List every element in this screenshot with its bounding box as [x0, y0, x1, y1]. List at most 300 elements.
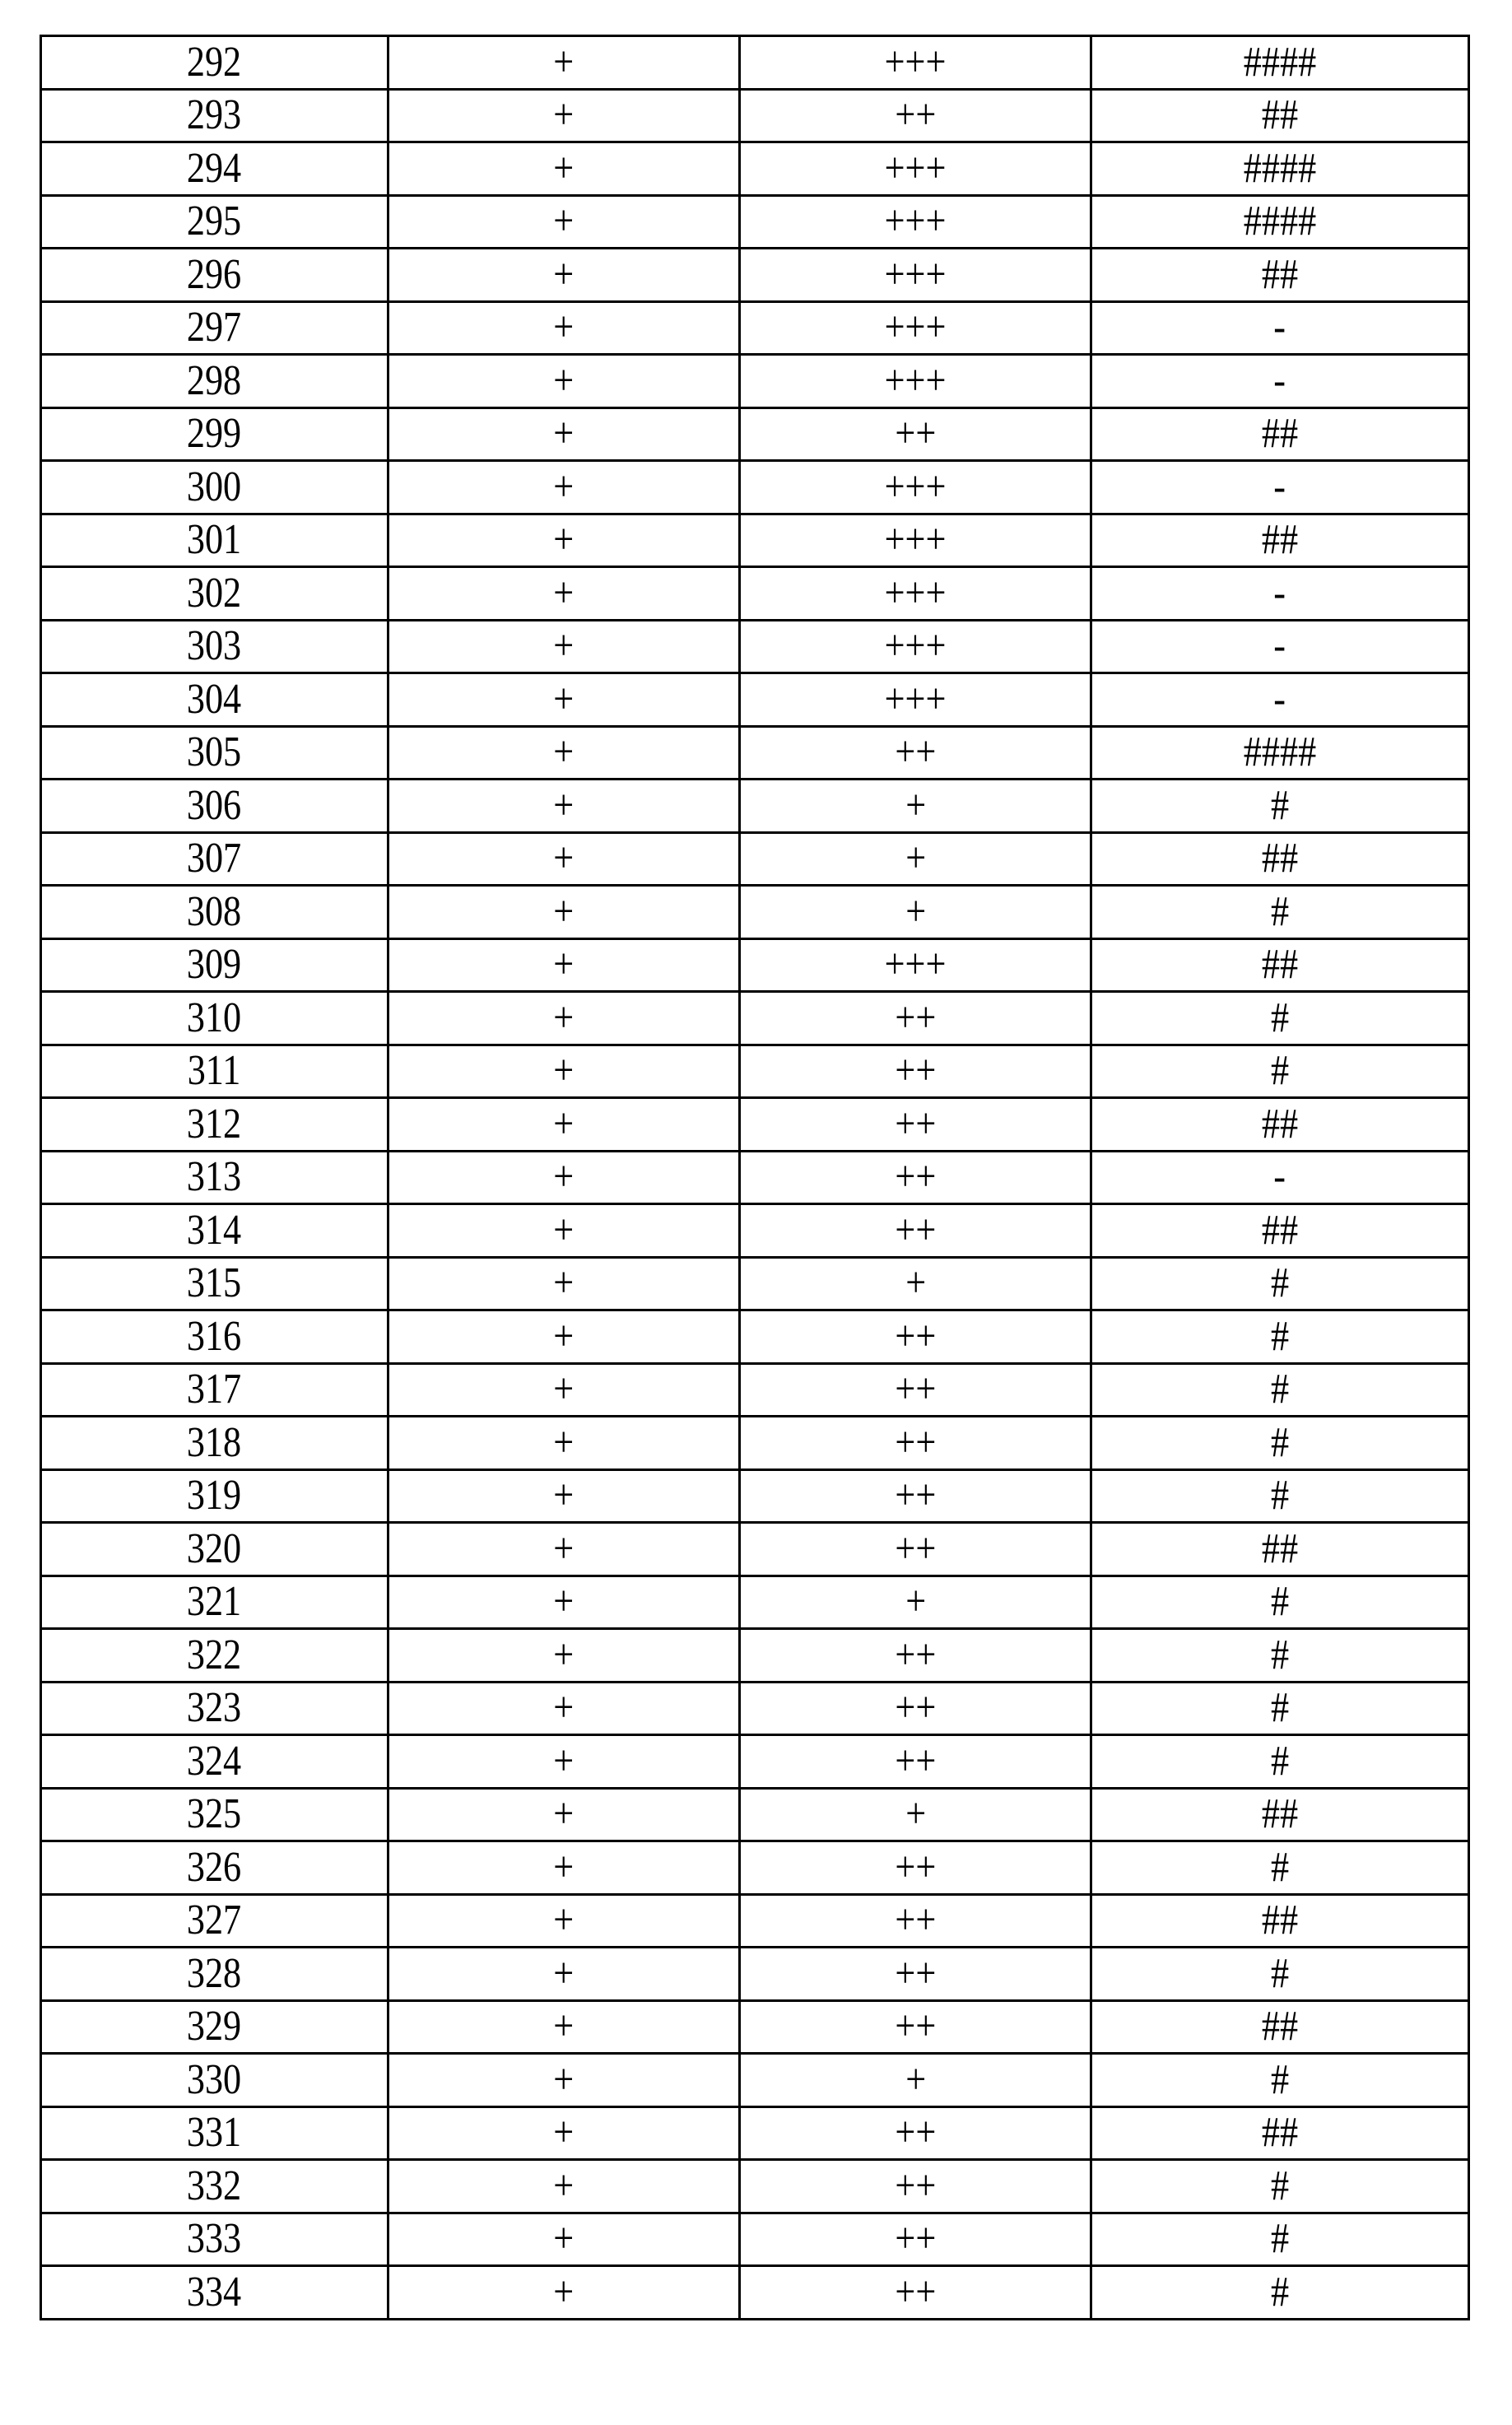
cell-text: 306	[187, 784, 241, 827]
cell-text: ####	[1244, 41, 1316, 84]
cell-text: ++	[895, 1156, 936, 1199]
cell-text: -	[1274, 572, 1286, 615]
column-2-cell	[388, 195, 740, 249]
cell-text: +	[554, 1262, 575, 1305]
table-row	[41, 886, 1469, 939]
table-row	[41, 1469, 1469, 1523]
column-4-cell	[1091, 567, 1469, 621]
column-3-cell	[740, 726, 1091, 780]
cell-text: 299	[187, 412, 241, 455]
cell-text: #	[1271, 784, 1289, 827]
table-row	[41, 2213, 1469, 2266]
compound-id-cell	[41, 1310, 388, 1364]
cell-text: +++	[885, 200, 947, 243]
cell-text: 317	[187, 1368, 241, 1411]
column-4-cell	[1091, 89, 1469, 142]
cell-text: +	[554, 2059, 575, 2102]
cell-text: +	[554, 625, 575, 668]
cell-text: +++	[885, 254, 947, 296]
cell-text: +++	[885, 678, 947, 721]
compound-id-cell	[41, 2266, 388, 2320]
column-2-cell	[388, 1576, 740, 1629]
column-4-cell	[1091, 142, 1469, 196]
cell-text: ##	[1262, 2005, 1298, 2048]
cell-text: 322	[187, 1634, 241, 1677]
column-3-cell	[740, 2054, 1091, 2107]
table-row	[41, 1629, 1469, 1683]
table-row	[41, 1417, 1469, 1470]
cell-text: ++	[895, 2271, 936, 2314]
data-table	[40, 35, 1470, 2320]
cell-text: +	[905, 891, 926, 933]
cell-text: #	[1271, 997, 1289, 1040]
cell-text: 300	[187, 466, 241, 509]
cell-text: #	[1271, 2271, 1289, 2314]
cell-text: ##	[1262, 1793, 1298, 1836]
column-3-cell	[740, 461, 1091, 514]
cell-text: #	[1271, 1634, 1289, 1677]
column-3-cell	[740, 886, 1091, 939]
cell-text: 323	[187, 1687, 241, 1729]
column-4-cell	[1091, 1310, 1469, 1364]
compound-id-cell	[41, 514, 388, 567]
column-3-cell	[740, 1363, 1091, 1417]
compound-id-cell	[41, 1045, 388, 1098]
compound-id-cell	[41, 1363, 388, 1417]
column-4-cell	[1091, 1523, 1469, 1576]
cell-text: ++	[895, 2111, 936, 2154]
cell-text: -	[1274, 625, 1286, 668]
column-2-cell	[388, 620, 740, 673]
cell-text: +	[554, 1846, 575, 1889]
column-2-cell	[388, 1948, 740, 2001]
column-4-cell	[1091, 2266, 1469, 2320]
column-3-cell	[740, 1788, 1091, 1841]
column-3-cell	[740, 89, 1091, 142]
column-4-cell	[1091, 1151, 1469, 1204]
cell-text: +	[554, 306, 575, 349]
column-3-cell	[740, 2266, 1091, 2320]
cell-text: +++	[885, 625, 947, 668]
cell-text: 302	[187, 572, 241, 615]
cell-text: ++	[895, 2218, 936, 2260]
cell-text: ##	[1262, 254, 1298, 296]
column-4-cell	[1091, 1629, 1469, 1683]
compound-id-cell	[41, 1682, 388, 1735]
column-3-cell	[740, 195, 1091, 249]
cell-text: ++	[895, 1422, 936, 1464]
column-2-cell	[388, 89, 740, 142]
column-2-cell	[388, 567, 740, 621]
cell-text: +	[905, 1580, 926, 1623]
column-3-cell	[740, 1469, 1091, 1523]
column-4-cell	[1091, 301, 1469, 355]
column-4-cell	[1091, 780, 1469, 833]
column-2-cell	[388, 2106, 740, 2160]
compound-id-cell	[41, 1417, 388, 1470]
cell-text: 292	[187, 41, 241, 84]
compound-id-cell	[41, 2000, 388, 2054]
cell-text: ++	[895, 1899, 936, 1942]
cell-text: 332	[187, 2165, 241, 2208]
compound-id-cell	[41, 142, 388, 196]
cell-text: ##	[1262, 1103, 1298, 1146]
column-4-cell	[1091, 36, 1469, 90]
compound-id-cell	[41, 726, 388, 780]
cell-text: +	[554, 837, 575, 880]
table-row	[41, 567, 1469, 621]
cell-text: -	[1274, 360, 1286, 403]
cell-text: +	[554, 466, 575, 509]
column-3-cell	[740, 1417, 1091, 1470]
cell-text: 328	[187, 1953, 241, 1995]
cell-text: 333	[187, 2218, 241, 2260]
table-row	[41, 726, 1469, 780]
cell-text: #	[1271, 1474, 1289, 1517]
cell-text: ##	[1262, 837, 1298, 880]
column-3-cell	[740, 1310, 1091, 1364]
cell-text: +++	[885, 466, 947, 509]
column-4-cell	[1091, 461, 1469, 514]
column-2-cell	[388, 407, 740, 461]
cell-text: ++	[895, 731, 936, 774]
table-row	[41, 1363, 1469, 1417]
cell-text: 298	[187, 360, 241, 403]
table-row	[41, 620, 1469, 673]
column-2-cell	[388, 1045, 740, 1098]
cell-text: +	[905, 784, 926, 827]
cell-text: +	[554, 1422, 575, 1464]
cell-text: ##	[1262, 1209, 1298, 1252]
table-row	[41, 461, 1469, 514]
column-3-cell	[740, 1629, 1091, 1683]
column-2-cell	[388, 886, 740, 939]
cell-text: +	[554, 1103, 575, 1146]
cell-text: +	[554, 1209, 575, 1252]
column-3-cell	[740, 355, 1091, 408]
column-2-cell	[388, 461, 740, 514]
column-3-cell	[740, 1045, 1091, 1098]
cell-text: +	[554, 254, 575, 296]
cell-text: +	[554, 572, 575, 615]
cell-text: 320	[187, 1528, 241, 1571]
cell-text: +++	[885, 519, 947, 561]
cell-text: +	[554, 200, 575, 243]
table-row	[41, 2160, 1469, 2213]
cell-text: #	[1271, 1846, 1289, 1889]
column-3-cell	[740, 1894, 1091, 1948]
column-4-cell	[1091, 620, 1469, 673]
cell-text: +	[554, 2218, 575, 2260]
column-2-cell	[388, 1363, 740, 1417]
table-row	[41, 1948, 1469, 2001]
cell-text: ++	[895, 1050, 936, 1092]
table-row	[41, 1204, 1469, 1258]
compound-id-cell	[41, 407, 388, 461]
column-2-cell	[388, 726, 740, 780]
table-row	[41, 1257, 1469, 1310]
compound-id-cell	[41, 567, 388, 621]
cell-text: ##	[1262, 1899, 1298, 1942]
column-2-cell	[388, 1788, 740, 1841]
cell-text: +	[554, 519, 575, 561]
cell-text: +++	[885, 306, 947, 349]
cell-text: 321	[187, 1580, 241, 1623]
cell-text: -	[1274, 306, 1286, 349]
table-row	[41, 407, 1469, 461]
compound-id-cell	[41, 1841, 388, 1895]
cell-text: +++	[885, 41, 947, 84]
column-2-cell	[388, 2266, 740, 2320]
compound-id-cell	[41, 2160, 388, 2213]
column-3-cell	[740, 1735, 1091, 1789]
cell-text: 314	[187, 1209, 241, 1252]
column-2-cell	[388, 780, 740, 833]
column-2-cell	[388, 2160, 740, 2213]
column-2-cell	[388, 673, 740, 727]
column-2-cell	[388, 2213, 740, 2266]
column-3-cell	[740, 1257, 1091, 1310]
column-2-cell	[388, 301, 740, 355]
cell-text: ++	[895, 1634, 936, 1677]
column-3-cell	[740, 301, 1091, 355]
column-2-cell	[388, 1523, 740, 1576]
compound-id-cell	[41, 886, 388, 939]
table-row	[41, 1735, 1469, 1789]
cell-text: 331	[187, 2111, 241, 2154]
column-3-cell	[740, 1682, 1091, 1735]
column-4-cell	[1091, 2106, 1469, 2160]
compound-id-cell	[41, 620, 388, 673]
cell-text: 305	[187, 731, 241, 774]
column-2-cell	[388, 1469, 740, 1523]
cell-text: ####	[1244, 731, 1316, 774]
compound-id-cell	[41, 1469, 388, 1523]
cell-text: +	[554, 997, 575, 1040]
cell-text: -	[1274, 466, 1286, 509]
column-3-cell	[740, 36, 1091, 90]
cell-text: 293	[187, 94, 241, 137]
column-4-cell	[1091, 1363, 1469, 1417]
cell-text: +	[905, 837, 926, 880]
compound-id-cell	[41, 195, 388, 249]
column-2-cell	[388, 1629, 740, 1683]
cell-text: +++	[885, 360, 947, 403]
compound-id-cell	[41, 36, 388, 90]
table-row	[41, 195, 1469, 249]
table-row	[41, 1151, 1469, 1204]
compound-id-cell	[41, 1576, 388, 1629]
cell-text: +	[554, 1634, 575, 1677]
column-2-cell	[388, 2054, 740, 2107]
cell-text: 318	[187, 1422, 241, 1464]
column-4-cell	[1091, 673, 1469, 727]
column-2-cell	[388, 1257, 740, 1310]
cell-text: 326	[187, 1846, 241, 1889]
cell-text: ++	[895, 1528, 936, 1571]
compound-id-cell	[41, 832, 388, 886]
cell-text: +	[554, 891, 575, 933]
cell-text: #	[1271, 2165, 1289, 2208]
cell-text: ##	[1262, 2111, 1298, 2154]
column-2-cell	[388, 142, 740, 196]
cell-text: +	[905, 1793, 926, 1836]
column-4-cell	[1091, 992, 1469, 1045]
column-3-cell	[740, 1204, 1091, 1258]
column-2-cell	[388, 938, 740, 992]
cell-text: 297	[187, 306, 241, 349]
table-row	[41, 1045, 1469, 1098]
cell-text: +	[554, 1740, 575, 1783]
cell-text: 296	[187, 254, 241, 296]
cell-text: ##	[1262, 519, 1298, 561]
column-4-cell	[1091, 2213, 1469, 2266]
column-3-cell	[740, 620, 1091, 673]
cell-text: +	[554, 1368, 575, 1411]
cell-text: #	[1271, 1687, 1289, 1729]
table-row	[41, 355, 1469, 408]
cell-text: +	[554, 41, 575, 84]
column-3-cell	[740, 1151, 1091, 1204]
cell-text: ++	[895, 1687, 936, 1729]
table-row	[41, 992, 1469, 1045]
compound-id-cell	[41, 1523, 388, 1576]
cell-text: ++	[895, 2165, 936, 2208]
cell-text: ##	[1262, 943, 1298, 986]
table-row	[41, 938, 1469, 992]
column-4-cell	[1091, 1841, 1469, 1895]
cell-text: +	[554, 94, 575, 137]
compound-id-cell	[41, 1788, 388, 1841]
cell-text: +	[554, 2111, 575, 2154]
table-row	[41, 514, 1469, 567]
cell-text: 309	[187, 943, 241, 986]
cell-text: +	[554, 1580, 575, 1623]
column-4-cell	[1091, 1735, 1469, 1789]
compound-id-cell	[41, 355, 388, 408]
cell-text: ++	[895, 1846, 936, 1889]
cell-text: +	[554, 412, 575, 455]
column-3-cell	[740, 780, 1091, 833]
column-2-cell	[388, 1735, 740, 1789]
cell-text: +	[554, 678, 575, 721]
compound-id-cell	[41, 1151, 388, 1204]
cell-text: ++	[895, 2005, 936, 2048]
cell-text: #	[1271, 1368, 1289, 1411]
cell-text: +	[554, 784, 575, 827]
cell-text: ++	[895, 1474, 936, 1517]
cell-text: 311	[188, 1050, 241, 1092]
column-4-cell	[1091, 1469, 1469, 1523]
table-row	[41, 1576, 1469, 1629]
table-row	[41, 832, 1469, 886]
table-row	[41, 2106, 1469, 2160]
cell-text: +	[554, 731, 575, 774]
cell-text: ##	[1262, 94, 1298, 137]
cell-text: 325	[187, 1793, 241, 1836]
compound-id-cell	[41, 1948, 388, 2001]
table-row	[41, 2266, 1469, 2320]
column-4-cell	[1091, 2054, 1469, 2107]
cell-text: -	[1274, 678, 1286, 721]
cell-text: 330	[187, 2059, 241, 2102]
cell-text: -	[1274, 1156, 1286, 1199]
cell-text: +	[554, 1050, 575, 1092]
compound-id-cell	[41, 1257, 388, 1310]
table-row	[41, 301, 1469, 355]
cell-text: ##	[1262, 412, 1298, 455]
cell-text: #	[1271, 1580, 1289, 1623]
cell-text: ++	[895, 412, 936, 455]
cell-text: ++	[895, 1103, 936, 1146]
column-3-cell	[740, 407, 1091, 461]
cell-text: 303	[187, 625, 241, 668]
compound-id-cell	[41, 1098, 388, 1152]
column-3-cell	[740, 1841, 1091, 1895]
column-3-cell	[740, 2106, 1091, 2160]
table-row	[41, 673, 1469, 727]
cell-text: #	[1271, 2059, 1289, 2102]
column-4-cell	[1091, 1682, 1469, 1735]
compound-id-cell	[41, 249, 388, 302]
compound-id-cell	[41, 938, 388, 992]
compound-id-cell	[41, 992, 388, 1045]
column-3-cell	[740, 832, 1091, 886]
cell-text: +	[554, 1156, 575, 1199]
column-2-cell	[388, 1417, 740, 1470]
compound-id-cell	[41, 2054, 388, 2107]
column-3-cell	[740, 567, 1091, 621]
column-4-cell	[1091, 886, 1469, 939]
cell-text: +	[554, 2165, 575, 2208]
column-4-cell	[1091, 1417, 1469, 1470]
cell-text: 304	[187, 678, 241, 721]
cell-text: +	[554, 2005, 575, 2048]
column-4-cell	[1091, 1257, 1469, 1310]
cell-text: ++	[895, 1315, 936, 1358]
column-3-cell	[740, 1948, 1091, 2001]
compound-id-cell	[41, 1735, 388, 1789]
cell-text: ++	[895, 1953, 936, 1995]
cell-text: 312	[187, 1103, 241, 1146]
cell-text: +	[905, 2059, 926, 2102]
compound-id-cell	[41, 1894, 388, 1948]
cell-text: #	[1271, 1740, 1289, 1783]
table-row	[41, 2000, 1469, 2054]
compound-id-cell	[41, 673, 388, 727]
cell-text: ####	[1244, 147, 1316, 190]
column-4-cell	[1091, 1204, 1469, 1258]
column-4-cell	[1091, 1788, 1469, 1841]
compound-id-cell	[41, 1204, 388, 1258]
column-3-cell	[740, 1098, 1091, 1152]
column-3-cell	[740, 2213, 1091, 2266]
cell-text: +	[554, 360, 575, 403]
table-row	[41, 1788, 1469, 1841]
column-4-cell	[1091, 726, 1469, 780]
column-3-cell	[740, 2000, 1091, 2054]
compound-id-cell	[41, 461, 388, 514]
cell-text: 307	[187, 837, 241, 880]
cell-text: 315	[187, 1262, 241, 1305]
cell-text: 294	[187, 147, 241, 190]
column-4-cell	[1091, 1098, 1469, 1152]
table-row	[41, 1682, 1469, 1735]
column-2-cell	[388, 1682, 740, 1735]
table-row	[41, 780, 1469, 833]
cell-text: #	[1271, 1953, 1289, 1995]
cell-text: #	[1271, 2218, 1289, 2260]
